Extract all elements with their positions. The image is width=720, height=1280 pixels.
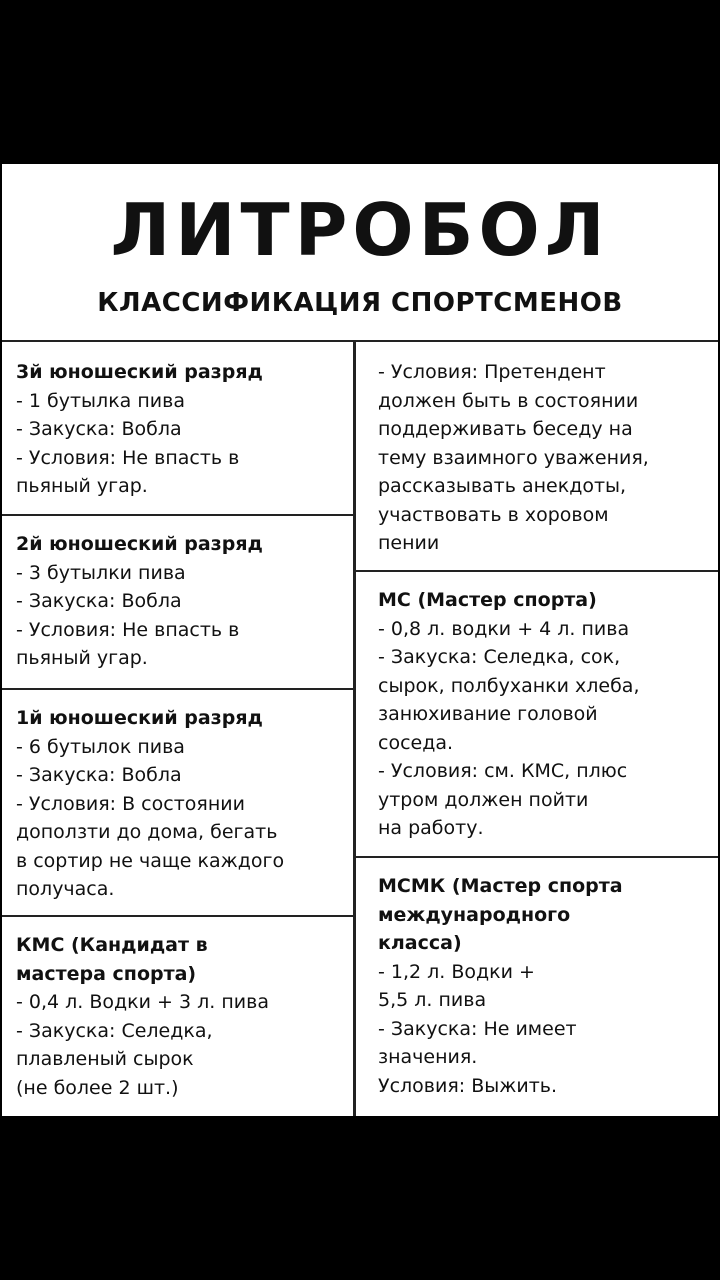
rank-heading: мастера спорта) <box>16 962 197 985</box>
page-subtitle: КЛАССИФИКАЦИЯ СПОРТСМЕНОВ <box>97 288 623 318</box>
rank-line: на работу. <box>378 817 484 839</box>
rank-2-junior <box>2 516 353 688</box>
rank-line: - Условия: Не впасть в <box>16 446 240 469</box>
rank-line: (не более 2 шт.) <box>16 1076 179 1099</box>
rank-line: пьяный угар. <box>16 475 148 497</box>
rank-1-junior <box>2 690 353 916</box>
rank-line: - Условия: Претендент <box>378 361 606 383</box>
rank-line: - Условия: В состоянии <box>16 792 245 815</box>
rank-heading: международного <box>378 903 571 926</box>
rank-line: пьяный угар. <box>16 647 148 669</box>
classification-sheet <box>2 164 718 1116</box>
rank-line: Условия: Выжить. <box>378 1074 558 1097</box>
rank-heading: МСМК (Мастер спорта <box>378 875 623 897</box>
rank-line: - 6 бутылок пива <box>16 735 185 758</box>
rank-3-junior <box>2 344 353 514</box>
rank-line: - Закуска: Селедка, <box>16 1019 213 1042</box>
kms-conditions <box>356 344 718 570</box>
rank-line: утром должен пойти <box>378 788 589 811</box>
rank-line: 5,5 л. пива <box>378 989 487 1011</box>
rank-line: - 1 бутылка пива <box>16 389 185 412</box>
rank-msmk <box>356 858 718 1116</box>
rank-line: поддерживать беседу на <box>378 418 633 440</box>
rank-line: плавленый сырок <box>16 1048 194 1070</box>
rank-line: - Закуска: Вобла <box>16 590 182 612</box>
rank-line: участвовать в хоровом <box>378 503 609 526</box>
rank-line: - 3 бутылки пива <box>16 561 186 584</box>
rank-line: соседа. <box>378 731 454 754</box>
rank-line: тему взаимного уважения, <box>378 446 649 469</box>
rank-line: - Условия: Не впасть в <box>16 618 240 641</box>
rank-line: - 0,8 л. водки + 4 л. пива <box>378 617 630 640</box>
rank-heading: 3й юношеский разряд <box>16 361 263 383</box>
rank-line: - Условия: см. КМС, плюс <box>378 760 628 782</box>
rank-line: должен быть в состоянии <box>378 389 639 412</box>
rank-line: получаса. <box>16 878 115 900</box>
rank-heading: КМС (Кандидат в <box>16 934 208 956</box>
rank-line: значения. <box>378 1046 478 1068</box>
rank-line: сырок, полбуханки хлеба, <box>378 674 640 697</box>
rank-line: рассказывать анекдоты, <box>378 475 627 497</box>
rank-heading: 1й юношеский разряд <box>16 707 263 729</box>
rank-kms <box>2 917 353 1116</box>
rank-line: - Закуска: Селедка, сок, <box>378 646 621 668</box>
rank-line: - Закуска: Не имеет <box>378 1017 577 1040</box>
rank-ms <box>356 572 718 856</box>
rank-line: - 1,2 л. Водки + <box>378 960 535 983</box>
rank-line: - Закуска: Вобла <box>16 764 182 786</box>
rank-line: занюхивание головой <box>378 703 598 725</box>
rank-line: в сортир не чаще каждого <box>16 849 285 872</box>
page-title: ЛИТРОБОЛ <box>110 188 610 272</box>
rank-heading: 2й юношеский разряд <box>16 533 263 555</box>
rank-heading: МС (Мастер спорта) <box>378 589 597 611</box>
rank-line: пении <box>378 532 440 554</box>
rank-line: - 0,4 л. Водки + 3 л. пива <box>16 991 269 1013</box>
rank-line: доползти до дома, бегать <box>16 821 278 843</box>
rank-heading: класса) <box>378 932 462 954</box>
header <box>2 164 718 342</box>
rank-line: - Закуска: Вобла <box>16 418 182 440</box>
